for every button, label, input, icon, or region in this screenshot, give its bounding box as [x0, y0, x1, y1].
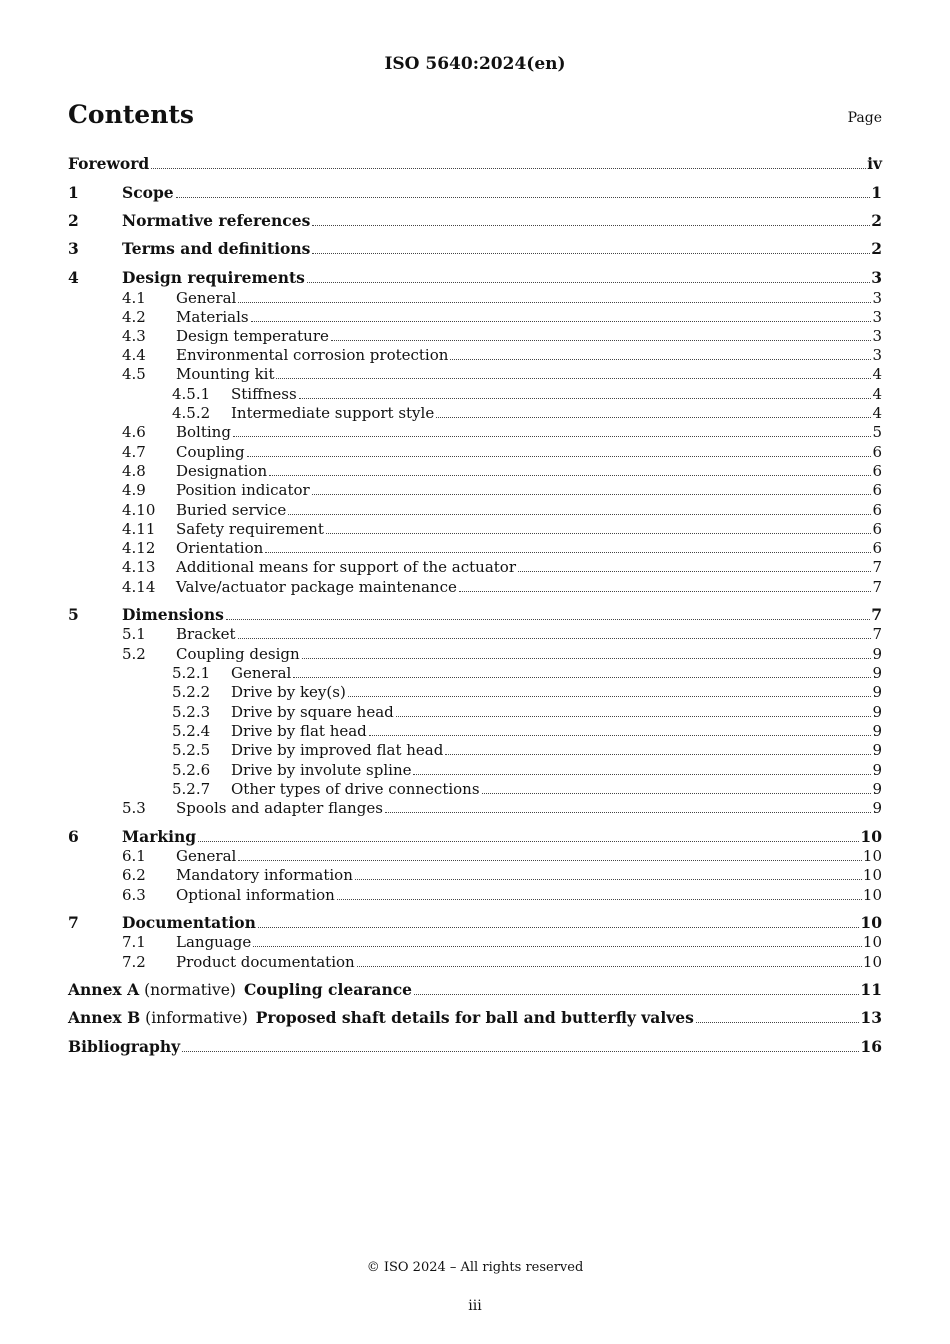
toc-entry[interactable] — [172, 682, 882, 702]
toc-entry-page: 10 — [860, 913, 882, 932]
toc-entry-page: 9 — [872, 761, 882, 779]
toc-entry-title: Designation — [176, 462, 268, 480]
toc-entry-title: Design temperature — [176, 327, 329, 345]
toc-entry[interactable] — [122, 461, 882, 481]
toc-entry-page: 9 — [872, 799, 882, 817]
dot-leader — [414, 994, 859, 995]
toc-entry-title: Safety requirement — [176, 520, 324, 538]
toc-entry-number: 4.2 — [122, 308, 146, 326]
toc-entry-number: 5.2.4 — [172, 722, 211, 740]
toc-entry-page: 6 — [872, 481, 882, 499]
toc-entry-number: 4.9 — [122, 481, 146, 499]
toc-entry-title: Materials — [176, 308, 249, 326]
toc-entry-page: 3 — [872, 308, 882, 326]
toc-entry-page: 10 — [862, 866, 882, 884]
toc-entry-page: 9 — [872, 722, 882, 740]
toc-entry[interactable] — [68, 827, 882, 847]
toc-entry-page: 9 — [872, 703, 882, 721]
copyright-footer: © ISO 2024 – All rights reserved — [366, 1260, 584, 1275]
toc-entry-title: Design requirements — [122, 268, 305, 287]
dot-leader — [445, 754, 871, 755]
toc-entry-title: Mandatory information — [176, 866, 353, 884]
dot-leader — [293, 677, 871, 678]
toc-entry-page: 4 — [872, 365, 882, 383]
annex-label: Annex B — [68, 1008, 141, 1027]
toc-entry[interactable] — [122, 480, 882, 500]
toc-entry[interactable] — [122, 288, 882, 308]
toc-entry[interactable] — [172, 702, 882, 722]
toc-entry-page: 6 — [872, 520, 882, 538]
toc-entry-title: Stiffness — [231, 385, 297, 403]
toc-entry-number: 7.1 — [122, 933, 146, 951]
toc-entry-title: Normative references — [122, 211, 311, 230]
toc-entry-page: 5 — [872, 423, 882, 441]
dot-leader — [276, 378, 871, 379]
toc-entry-title: Coupling design — [176, 645, 300, 663]
toc-entry[interactable] — [122, 422, 882, 442]
toc-entry-page: 3 — [872, 289, 882, 307]
document-id: ISO 5640:2024(en) — [384, 54, 566, 74]
toc-entry[interactable] — [122, 932, 882, 952]
toc-entry-page: iv — [867, 154, 882, 173]
toc-entry-title: Additional means for support of the actuator — [176, 558, 516, 576]
toc-entry[interactable] — [68, 268, 882, 288]
toc-entry-title: Proposed shaft details for ball and butterfly valves — [255, 1008, 694, 1027]
toc-entry[interactable] — [68, 605, 882, 625]
toc-entry-page: 6 — [872, 539, 882, 557]
toc-entry-title: Orientation — [176, 539, 264, 557]
toc-entry[interactable] — [122, 442, 882, 462]
toc-entry-page: 3 — [872, 327, 882, 345]
toc-entry[interactable] — [122, 624, 882, 644]
dot-leader — [253, 946, 862, 947]
toc-entry-page: 7 — [872, 558, 882, 576]
toc-entry-title: Terms and definitions — [122, 239, 311, 258]
toc-entry-number: 5 — [68, 605, 79, 624]
toc-entry-page: 6 — [872, 501, 882, 519]
dot-leader — [251, 321, 872, 322]
toc-entry-page: 7 — [871, 605, 882, 624]
annex-type: (normative) — [144, 981, 236, 999]
toc-entry-page: 7 — [872, 625, 882, 643]
dot-leader — [348, 696, 872, 697]
toc-entry-page: 3 — [871, 268, 882, 287]
dot-leader — [269, 475, 871, 476]
dot-leader — [307, 282, 870, 283]
toc-entry-number: 4.6 — [122, 423, 146, 441]
toc-entry-number: 5.2.2 — [172, 683, 211, 701]
toc-entry-page: 2 — [871, 239, 882, 258]
toc-entry-title: Product documentation — [176, 953, 355, 971]
toc-entry-title: General — [176, 289, 237, 307]
dot-leader — [331, 340, 872, 341]
toc-entry[interactable] — [68, 980, 882, 1000]
toc-entry[interactable] — [122, 846, 882, 866]
toc-entry-title: Drive by flat head — [231, 722, 367, 740]
toc-entry-number: 4.14 — [122, 578, 156, 596]
dot-leader — [385, 812, 872, 813]
dot-leader — [459, 591, 872, 592]
dot-leader — [265, 552, 871, 553]
toc-entry-page: 9 — [872, 780, 882, 798]
toc-entry-number: 1 — [68, 183, 79, 202]
toc-entry-title: Bracket — [176, 625, 236, 643]
toc-entry-number: 4.5.1 — [172, 385, 211, 403]
toc-entry-number: 5.1 — [122, 625, 146, 643]
dot-leader — [247, 456, 872, 457]
dot-leader — [518, 571, 871, 572]
toc-entry-title: Bolting — [176, 423, 231, 441]
toc-entry-page: 10 — [860, 827, 882, 846]
toc-entry-title: Scope — [122, 183, 174, 202]
toc-entry-title: Dimensions — [122, 605, 224, 624]
toc-entry-number: 4.3 — [122, 327, 146, 345]
toc-entry-page: 9 — [872, 664, 882, 682]
toc-entry-number: 5.2.3 — [172, 703, 211, 721]
dot-leader — [312, 225, 870, 226]
toc-entry-title: Environmental corrosion protection — [176, 346, 449, 364]
annex-type: (informative) — [145, 1009, 248, 1027]
toc-entry-title: Marking — [122, 827, 197, 846]
toc-entry-title: Drive by key(s) — [231, 683, 346, 701]
dot-leader — [413, 774, 871, 775]
dot-leader — [450, 359, 871, 360]
toc-entry-page: 13 — [860, 1008, 882, 1027]
toc-entry[interactable] — [68, 1008, 882, 1028]
toc-entry[interactable] — [122, 798, 882, 818]
toc-entry-title: Documentation — [122, 913, 256, 932]
toc-entry[interactable] — [122, 952, 882, 972]
toc-entry[interactable] — [122, 557, 882, 577]
toc-entry-title: Drive by involute spline — [231, 761, 412, 779]
toc-entry-title: Bibliography — [68, 1037, 181, 1056]
toc-entry[interactable] — [122, 500, 882, 520]
toc-entry[interactable] — [68, 211, 882, 231]
toc-entry-number: 4 — [68, 268, 79, 287]
toc-entry-title: Language — [176, 933, 252, 951]
toc-entry-number: 4.4 — [122, 346, 146, 364]
dot-leader — [396, 716, 872, 717]
dot-leader — [357, 966, 862, 967]
toc-entry-number: 5.2.5 — [172, 741, 211, 759]
toc-entry[interactable] — [122, 326, 882, 346]
dot-leader — [226, 619, 870, 620]
toc-entry-title: Mounting kit — [176, 365, 275, 383]
toc-entry-number: 4.11 — [122, 520, 156, 538]
toc-entry-number: 4.7 — [122, 443, 146, 461]
toc-entry-number: 6 — [68, 827, 79, 846]
toc-entry-page: 10 — [862, 847, 882, 865]
annex-label: Annex A — [68, 980, 140, 999]
toc-entry-page: 10 — [862, 933, 882, 951]
dot-leader — [355, 879, 862, 880]
toc-entry-number: 4.5.2 — [172, 404, 211, 422]
toc-entry[interactable] — [172, 721, 882, 741]
toc-entry[interactable] — [122, 307, 882, 327]
toc-entry-page: 10 — [862, 886, 882, 904]
dot-leader — [302, 658, 872, 659]
toc-entry-title: Foreword — [68, 154, 150, 173]
toc-entry-title: Drive by improved flat head — [231, 741, 444, 759]
contents-heading: Contents — [68, 100, 195, 129]
toc-entry-number: 5.2.7 — [172, 780, 211, 798]
dot-leader — [299, 398, 872, 399]
toc-entry-number: 4.13 — [122, 558, 156, 576]
dot-leader — [258, 927, 860, 928]
toc-entry[interactable] — [172, 760, 882, 780]
toc-entry-number: 6.1 — [122, 847, 146, 865]
toc-entry[interactable] — [122, 519, 882, 539]
toc-entry-number: 5.2.1 — [172, 664, 211, 682]
toc-entry[interactable] — [122, 865, 882, 885]
toc-entry[interactable] — [122, 644, 882, 664]
toc-entry[interactable] — [122, 364, 882, 384]
toc-entry[interactable] — [68, 239, 882, 259]
dot-leader — [238, 302, 871, 303]
toc-entry-number: 5.3 — [122, 799, 146, 817]
dot-leader — [238, 860, 862, 861]
toc-entry-number: 5.2 — [122, 645, 146, 663]
dot-leader — [198, 841, 859, 842]
toc-entry[interactable] — [172, 740, 882, 760]
toc-entry-page: 1 — [871, 183, 882, 202]
toc-entry-number: 2 — [68, 211, 79, 230]
toc-entry[interactable] — [68, 913, 882, 933]
page-number: iii — [468, 1298, 482, 1314]
toc-entry-title: Coupling clearance — [243, 980, 413, 999]
toc-entry[interactable] — [172, 384, 882, 404]
toc-entry[interactable] — [172, 663, 882, 683]
toc-entry-title: Drive by square head — [231, 703, 394, 721]
toc-entry-number: 6.3 — [122, 886, 146, 904]
toc-entry-page: 9 — [872, 645, 882, 663]
toc-entry[interactable] — [68, 183, 882, 203]
page-column-label: Page — [847, 110, 882, 126]
toc-entry-number: 4.12 — [122, 539, 156, 557]
toc-entry-number: 4.8 — [122, 462, 146, 480]
dot-leader — [482, 793, 872, 794]
toc-entry-page: 2 — [871, 211, 882, 230]
toc-entry-title: Other types of drive connections — [231, 780, 480, 798]
toc-entry-number: 4.1 — [122, 289, 146, 307]
toc-entry-title: Valve/actuator package maintenance — [176, 578, 457, 596]
toc-entry-page: 7 — [872, 578, 882, 596]
dot-leader — [176, 197, 871, 198]
toc-entry-number: 5.2.6 — [172, 761, 211, 779]
dot-leader — [312, 494, 872, 495]
dot-leader — [151, 168, 866, 169]
toc-entry-number: 6.2 — [122, 866, 146, 884]
dot-leader — [436, 417, 871, 418]
toc-entry[interactable] — [172, 403, 882, 423]
toc-entry[interactable] — [122, 538, 882, 558]
dot-leader — [238, 638, 872, 639]
toc-entry-page: 9 — [872, 741, 882, 759]
dot-leader — [288, 514, 871, 515]
toc-entry-title: Optional information — [176, 886, 335, 904]
toc-entry-page: 6 — [872, 443, 882, 461]
toc-entry-number: 7 — [68, 913, 79, 932]
toc-entry-page: 10 — [862, 953, 882, 971]
toc-entry-page: 6 — [872, 462, 882, 480]
dot-leader — [369, 735, 872, 736]
toc-entry-title: General — [231, 664, 292, 682]
dot-leader — [337, 899, 862, 900]
toc-entry-page: 9 — [872, 683, 882, 701]
toc-entry[interactable] — [122, 577, 882, 597]
dot-leader — [326, 533, 872, 534]
toc-entry-number: 4.10 — [122, 501, 156, 519]
dot-leader — [182, 1051, 859, 1052]
toc-entry-title: Coupling — [176, 443, 245, 461]
dot-leader — [696, 1022, 860, 1023]
toc-entry-title: Position indicator — [176, 481, 310, 499]
toc-entry-number: 3 — [68, 239, 79, 258]
toc-entry-page: 3 — [872, 346, 882, 364]
toc-entry-page: 4 — [872, 385, 882, 403]
toc-entry[interactable] — [68, 1037, 882, 1057]
dot-leader — [312, 253, 870, 254]
toc-entry[interactable] — [122, 885, 882, 905]
toc-entry-title: General — [176, 847, 237, 865]
toc-entry-page: 16 — [860, 1037, 882, 1056]
toc-entry-title: Intermediate support style — [231, 404, 435, 422]
toc-entry-number: 7.2 — [122, 953, 146, 971]
dot-leader — [233, 436, 872, 437]
toc-entry[interactable] — [172, 779, 882, 799]
toc-entry-number: 4.5 — [122, 365, 146, 383]
toc-entry-title: Buried service — [176, 501, 287, 519]
toc-entry-page: 11 — [860, 980, 882, 999]
toc-entry-page: 4 — [872, 404, 882, 422]
toc-entry-title: Spools and adapter flanges — [176, 799, 383, 817]
toc-entry[interactable] — [68, 154, 882, 174]
toc-entry[interactable] — [122, 345, 882, 365]
